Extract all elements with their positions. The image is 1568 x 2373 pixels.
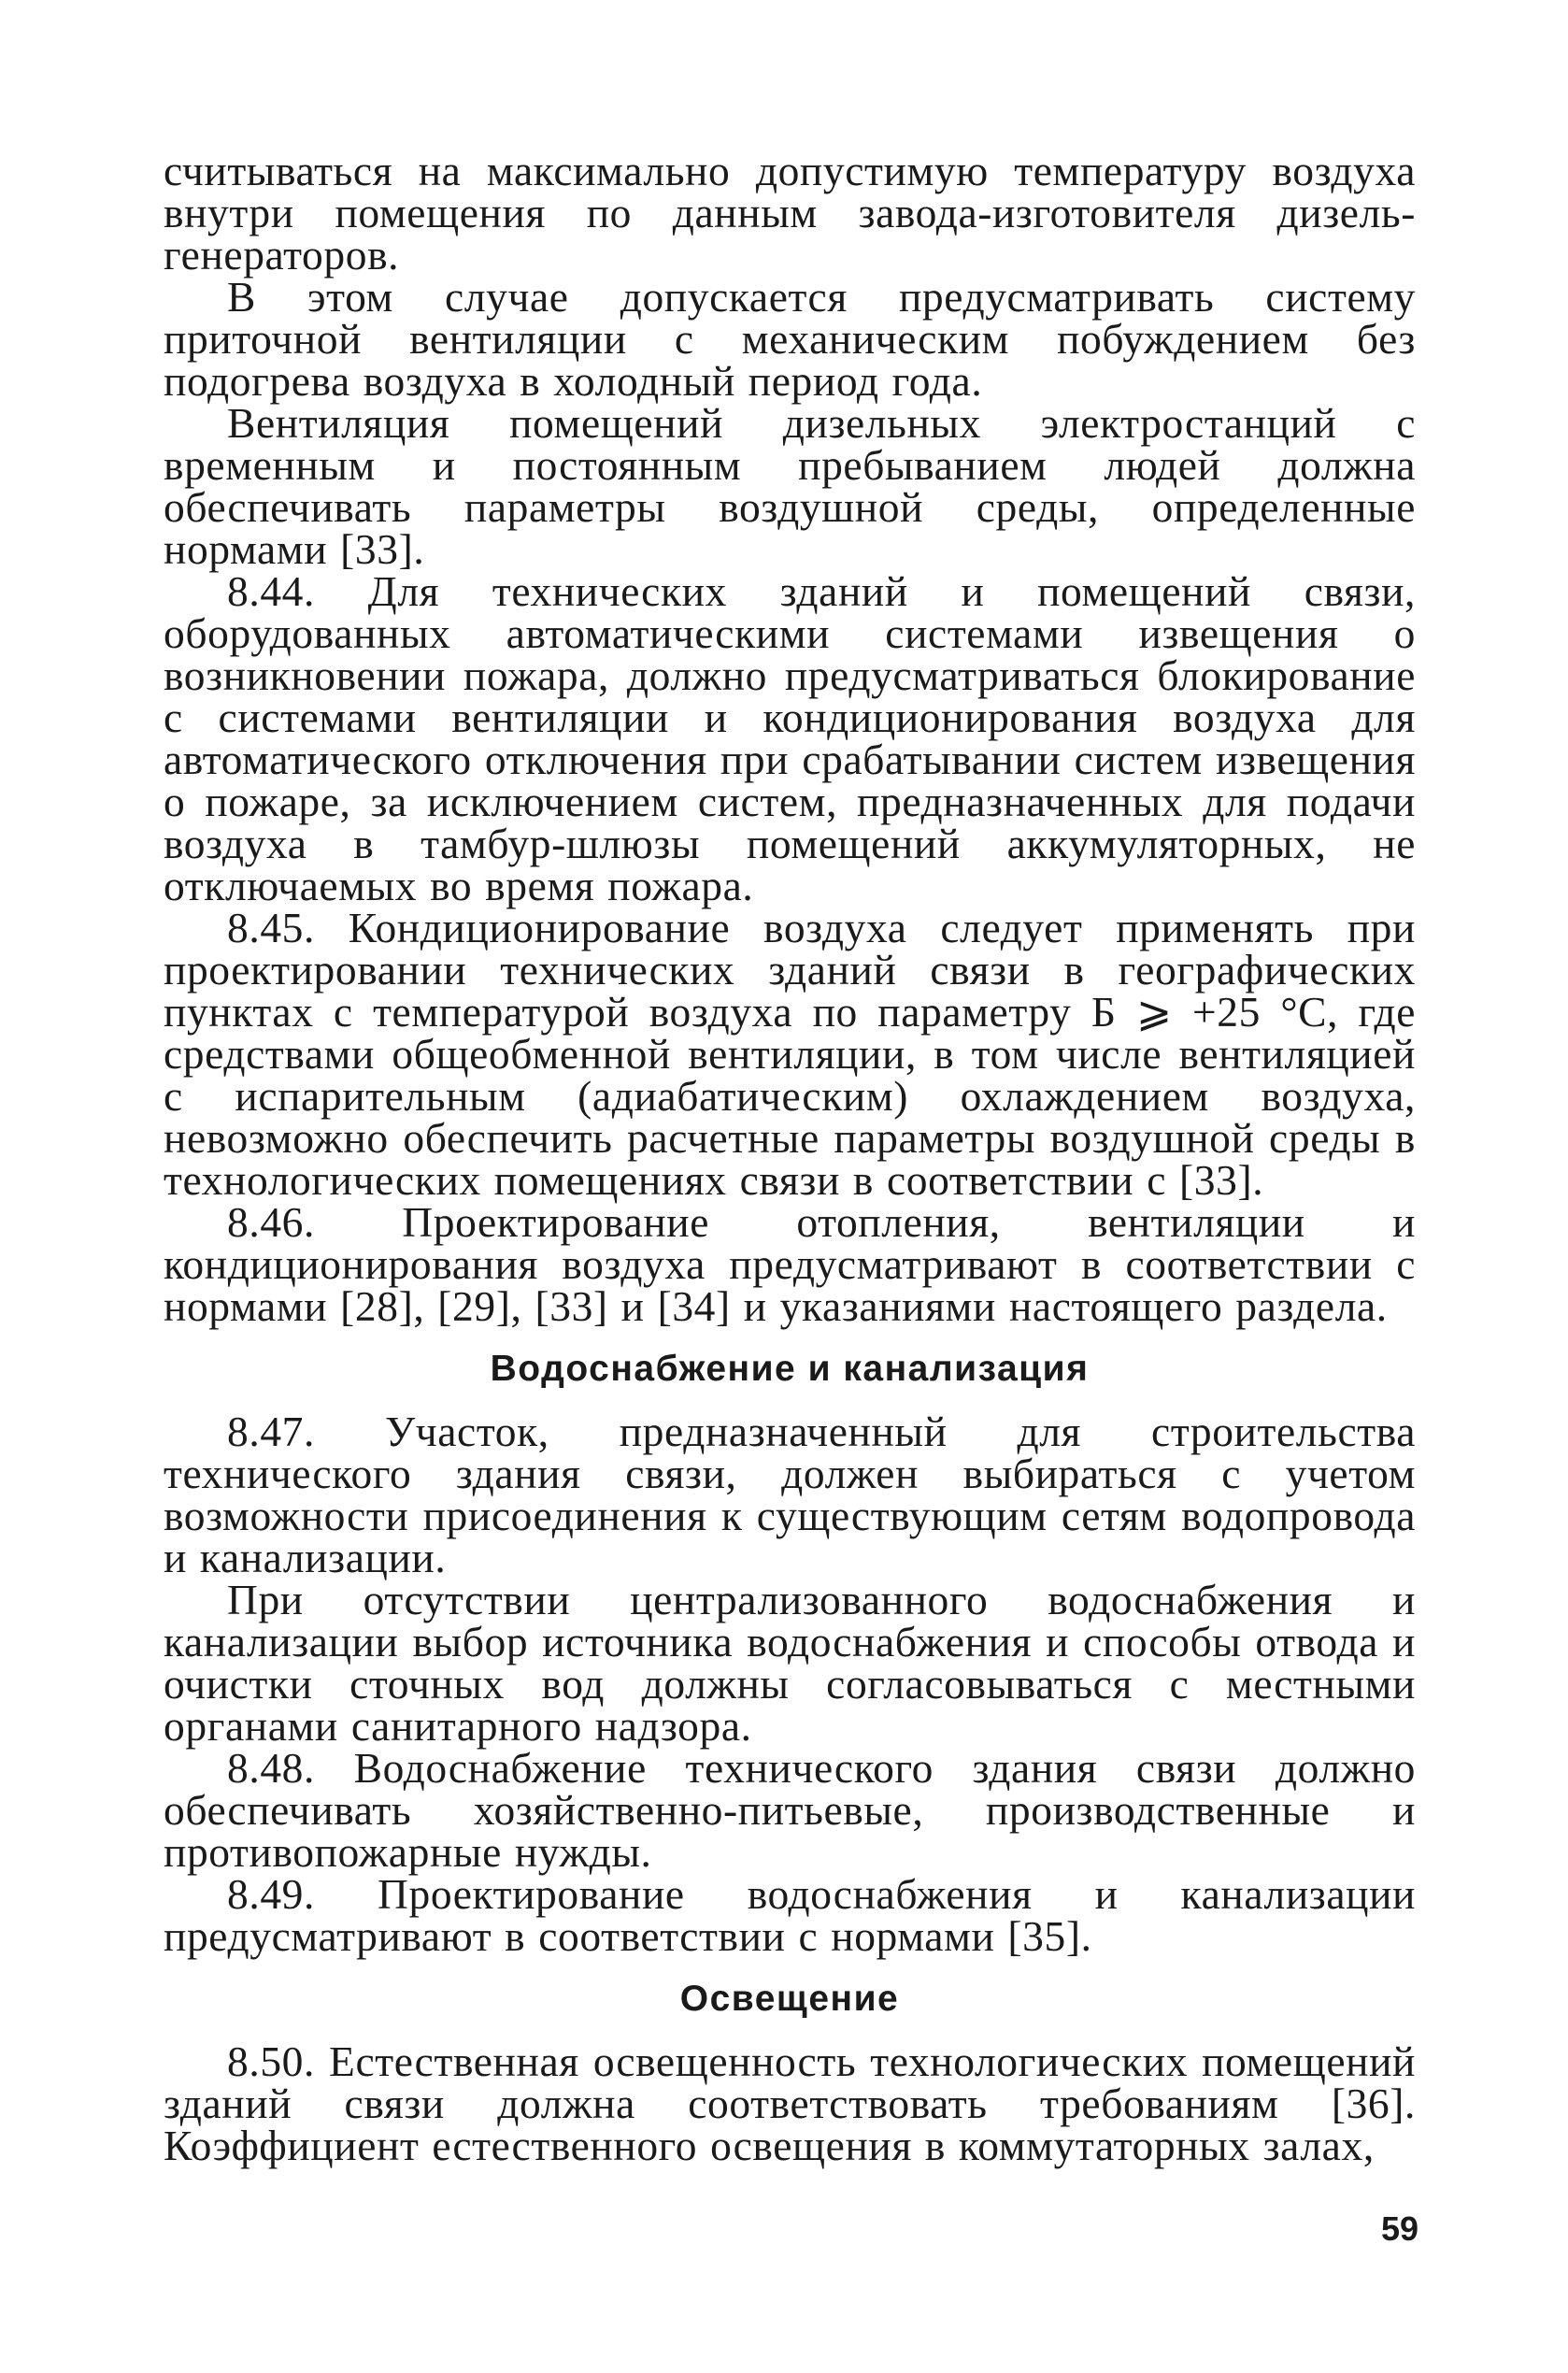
paragraph-8-49: 8.49. Проектирование водоснабжения и канализации предусматривают в соответствии с нормами [35]. — [164, 1870, 1416, 1960]
paragraph-diesel-ventilation: Вентиляция помещений дизельных электростанций с временным и постоянным пребыванием людей должна обеспечивать параметры воздушной среды, определенные нормами [33]. — [164, 399, 1416, 573]
paragraph-supply-ventilation: В этом случае допускается предусматривать систему приточной вентиляции с механическим побуждением без подогрева воздуха в холодный период года. — [164, 273, 1416, 405]
paragraph-no-central-water: При отсутствии централизованного водоснабжения и канализации выбор источника водоснабжения и способы отвода и очистки сточных вод должны согласовываться с местными органами санитарного надзора. — [164, 1576, 1416, 1750]
paragraph-8-44: 8.44. Для технических зданий и помещений связи, оборудованных автоматическими системами извещения о возникновении пожара, должно предусматриваться блокирование с системами вентиляции и кондиционирования воздуха для автоматического отключения при срабатывании систем извещения о пожаре, за исключением систем, предназначенных для подачи воздуха в тамбур-шлюзы помещений аккумуляторных, не отключаемых во время пожара. — [164, 567, 1416, 909]
paragraph-8-47: 8.47. Участок, предназначенный для строительства технического здания связи, должен выбираться с учетом возможности присоединения к существующим сетям водопровода и канализации. — [164, 1408, 1416, 1581]
paragraph-8-48: 8.48. Водоснабжение технического здания связи должно обеспечивать хозяйственно-питьевые, производственные и противопожарные нужды. — [164, 1744, 1416, 1876]
section-heading-water: Водоснабжение и канализация — [490, 1349, 1090, 1389]
paragraph-8-46: 8.46. Проектирование отопления, вентиляции и кондиционирования воздуха предусматривают в соответствии с нормами [28], [29], [33] и [34] и указаниями настоящего раздела. — [164, 1198, 1416, 1330]
page-number: 59 — [1380, 2209, 1418, 2248]
page-body — [164, 147, 1416, 2169]
section-heading-lighting: Освещение — [679, 1979, 900, 2019]
paragraph-continuation: считываться на максимально допустимую температуру воздуха внутри помещения по данным завода-изготовителя дизель-генераторов. — [164, 147, 1416, 279]
paragraph-8-50: 8.50. Естественная освещенность технологических помещений зданий связи должна соответствовать требованиям [36]. Коэффициент естественного освещения в коммутаторных залах, — [164, 2037, 1416, 2169]
paragraph-8-45: 8.45. Кондиционирование воздуха следует применять при проектировании технических зданий связи в географических пунктах с температурой воздуха по параметру Б ⩾ +25 °С, где средствами общеобменной вентиляции, в том числе вентиляцией с испарительным (адиабатическим) охлаждением воздуха, невозможно обеспечить расчетные параметры воздушной среды в технологических помещениях связи в соответствии с [33]. — [164, 904, 1416, 1204]
